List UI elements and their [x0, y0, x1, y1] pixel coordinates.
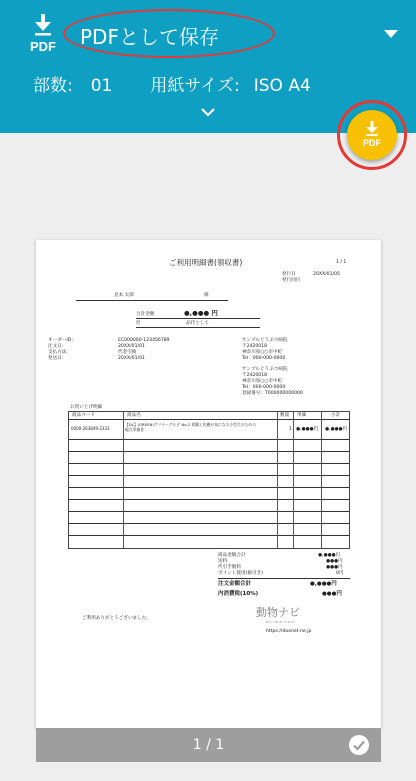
copies-value: 01 — [90, 76, 113, 96]
issue-date-label: 発行日 — [282, 272, 296, 277]
paper-size-label: 用紙サイズ: — [150, 76, 240, 96]
reg-no: 登録番号：T000000000000 — [242, 391, 303, 396]
brand-logo: 動物ナビ — [256, 606, 300, 619]
divider — [136, 318, 260, 319]
ship-date: 20XX/01/01 — [118, 356, 145, 361]
sum-goods-label: 商品金額合計 — [218, 553, 246, 558]
row1-price: ●,●●●円 — [296, 427, 319, 432]
shipping: ●●●円 — [326, 559, 343, 564]
items-table — [68, 411, 350, 549]
table-line — [69, 499, 349, 500]
page-indicator: 1 / 1 — [192, 737, 225, 753]
highlight-annotation — [63, 9, 275, 58]
order-id: EC000000-123456789 — [118, 338, 170, 343]
save-pdf-button[interactable] — [347, 110, 397, 160]
destination-title[interactable]: PDFとして保存 — [80, 25, 219, 49]
table-line — [123, 412, 124, 548]
row1-qty: 1 — [289, 427, 292, 432]
divider — [218, 578, 350, 579]
shop2-zip: 〒2420018 — [242, 373, 268, 378]
col-code: 商品コード — [72, 413, 95, 418]
table-caption: お買い上げ明細 — [70, 405, 103, 410]
order-date: 20XX/01/01 — [118, 344, 145, 349]
page-status-bar — [36, 728, 381, 762]
table-line — [69, 439, 349, 440]
doc-title: ご利用明細書(領収書) — [169, 258, 243, 267]
svg-text:PDF: PDF — [30, 39, 56, 54]
issue-date: 20XX/01/05 — [313, 272, 340, 277]
table-line — [69, 463, 349, 464]
dropdown-arrow-icon[interactable] — [384, 30, 398, 38]
customer-name: 見本 太郎 — [114, 293, 134, 298]
total-label: 合計金額 — [136, 312, 155, 317]
divider — [136, 327, 260, 328]
payment: 代金引換 — [118, 350, 137, 355]
row1-subtotal: ●,●●●円 — [325, 427, 348, 432]
table-line — [277, 412, 278, 548]
brand-subtitle: a n i m a l n a v i — [266, 620, 296, 624]
table-line — [69, 475, 349, 476]
shop1-zip: 〒2420018 — [242, 344, 268, 349]
cod: ●●●円 — [326, 565, 343, 570]
paper-size-value: ISO A4 — [253, 76, 311, 96]
document-preview-page[interactable] — [36, 240, 381, 728]
table-line — [69, 451, 349, 452]
tax: ●●●円 — [322, 591, 342, 597]
col-price: 単価 — [297, 413, 307, 418]
tax-label: 内消費税(10%) — [218, 591, 259, 597]
points: 0円 — [336, 571, 344, 576]
payment-label: 支払方法： — [48, 350, 71, 355]
table-line — [69, 419, 349, 420]
table-line — [293, 412, 294, 548]
total-amount: ●,●●● 円 — [184, 309, 218, 317]
doc-page-no: 1 / 1 — [336, 260, 347, 265]
check-icon[interactable] — [349, 735, 369, 755]
issue-count: 発行回目 — [282, 278, 301, 283]
row1-name-2: 総合栄養食 — [125, 427, 144, 432]
order-id-label: オーダーID： — [48, 338, 76, 343]
order-date-label: 注文日： — [48, 344, 67, 349]
order-total: ●,●●●円 — [310, 581, 337, 587]
shop2-tel: Tel：000-000-0000 — [242, 385, 286, 390]
honorific: 様 — [204, 293, 209, 298]
table-line — [69, 535, 349, 536]
received-text: 品代として — [186, 321, 209, 326]
shop1-addr: 神奈川県○○市中町 — [242, 350, 283, 355]
shipping-label: 送料 — [218, 559, 228, 564]
ship-label: 発送日： — [48, 356, 67, 361]
chevron-down-icon[interactable] — [199, 104, 217, 118]
table-line — [69, 511, 349, 512]
shop2-addr: 神奈川県○○市中町 — [242, 379, 283, 384]
col-qty: 数量 — [280, 413, 290, 418]
pdf-download-icon[interactable] — [26, 14, 60, 54]
shop1-name: サンプルどうぶつ病院 — [242, 338, 288, 343]
thanks-message: ご利用ありがとうございました。 — [82, 616, 151, 621]
sum-goods: ●,●●●円 — [318, 553, 341, 558]
cod-label: 代引手数料 — [218, 565, 241, 570]
table-line — [69, 487, 349, 488]
col-subtotal: 小計 — [331, 413, 341, 418]
row1-name: 【DL】(GREEN)グリナーグルテ No.2 胃腸と皮膚が気になる小型犬のための — [125, 422, 256, 427]
brand-url: https://doonet.ne.jp — [266, 629, 312, 634]
table-line — [69, 523, 349, 524]
print-settings-summary[interactable] — [33, 71, 311, 96]
svg-text:PDF: PDF — [363, 138, 381, 148]
divider — [76, 300, 228, 301]
received-label: 但 — [136, 321, 141, 326]
copies-label: 部数: — [33, 76, 73, 96]
shop1-tel: Tel：000-000-0000 — [242, 356, 286, 361]
order-total-label: 注文金額合計 — [218, 581, 252, 587]
receipt-document — [36, 240, 381, 728]
shop2-name: サンプルどうぶつ病院 — [242, 367, 288, 372]
table-line — [321, 412, 322, 548]
row1-code: 0000-263849-2333 — [71, 426, 110, 431]
points-label: ポイント使用(値引き) — [218, 571, 263, 576]
pdf-download-icon — [361, 121, 383, 149]
col-name: 商品名 — [127, 413, 141, 418]
